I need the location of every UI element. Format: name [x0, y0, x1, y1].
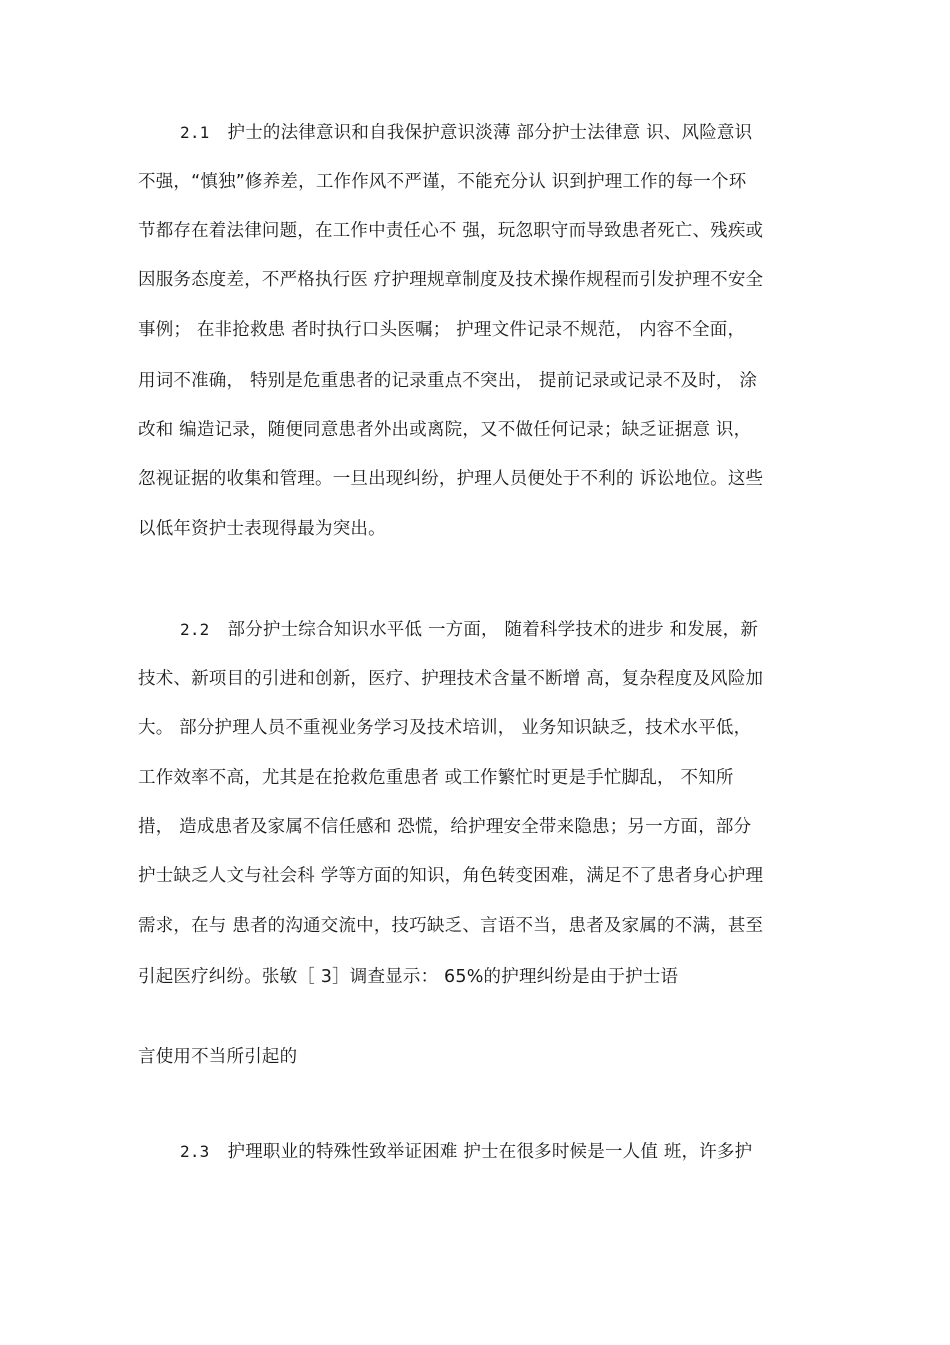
section-number: 2.3 [180, 1142, 210, 1161]
paragraph-line: 因服务态度差，不严格执行医 疗护理规章制度及技术操作规程而引发护理不安全 [138, 270, 764, 290]
paragraph-line: 需求，在与 患者的沟通交流中，技巧缺乏、言语不当，患者及家属的不满，甚至 [138, 916, 764, 936]
paragraph-line: 护理职业的特殊性致举证困难 护士在很多时候是一人值 班，许多护 [227, 1142, 753, 1162]
paragraph-line: 节都存在着法律问题，在工作中责任心不 强，玩忽职守而导致患者死亡、残疾或 [138, 221, 764, 241]
section-2-2-heading-line [180, 618, 820, 642]
section-2-1-heading-line [180, 121, 820, 145]
section-2-3-heading-line [180, 1140, 820, 1164]
paragraph-line: 改和 编造记录，随便同意患者外出或离院，又不做任何记录；缺乏证据意 识， [138, 420, 752, 440]
section-number: 2.2 [180, 620, 210, 639]
paragraph-line: 事例； 在非抢救患 者时执行口头医嘱； 护理文件记录不规范， 内容不全面， [138, 320, 746, 340]
paragraph-line: 以低年资护士表现得最为突出。 [138, 519, 386, 539]
paragraph-line: 部分护士综合知识水平低 一方面， 随着科学技术的进步 和发展，新 [227, 620, 759, 640]
paragraph-line: 护士缺乏人文与社会科 学等方面的知识，角色转变困难，满足不了患者身心护理 [138, 866, 764, 886]
paragraph-line: 大。 部分护理人员不重视业务学习及技术培训， 业务知识缺乏，技术水平低， [138, 718, 752, 738]
paragraph-line: 措， 造成患者及家属不信任感和 恐慌，给护理安全带来隐患；另一方面，部分 [138, 817, 752, 837]
paragraph-tail-line: 言使用不当所引起的 [138, 1047, 298, 1067]
paragraph-line: 引起医疗纠纷。张敏［ 3］调查显示： 65%的护理纠纷是由于护士语 [138, 967, 679, 987]
paragraph-line: 忽视证据的收集和管理。一旦出现纠纷，护理人员便处于不利的 诉讼地位。这些 [138, 469, 764, 489]
section-number: 2.1 [180, 123, 210, 142]
paragraph-line: 不强，“慎独”修养差，工作作风不严谨，不能充分认 识到护理工作的每一个环 [138, 172, 747, 192]
paragraph-line: 工作效率不高，尤其是在抢救危重患者 或工作繁忙时更是手忙脚乱， 不知所 [138, 768, 734, 788]
paragraph-line: 用词不准确， 特别是危重患者的记录重点不突出， 提前记录或记录不及时， 涂 [138, 371, 758, 391]
paragraph-line: 技术、新项目的引进和创新，医疗、护理技术含量不断增 高，复杂程度及风险加 [138, 669, 764, 689]
paragraph-line: 护士的法律意识和自我保护意识淡薄 部分护士法律意 识、风险意识 [227, 123, 753, 143]
